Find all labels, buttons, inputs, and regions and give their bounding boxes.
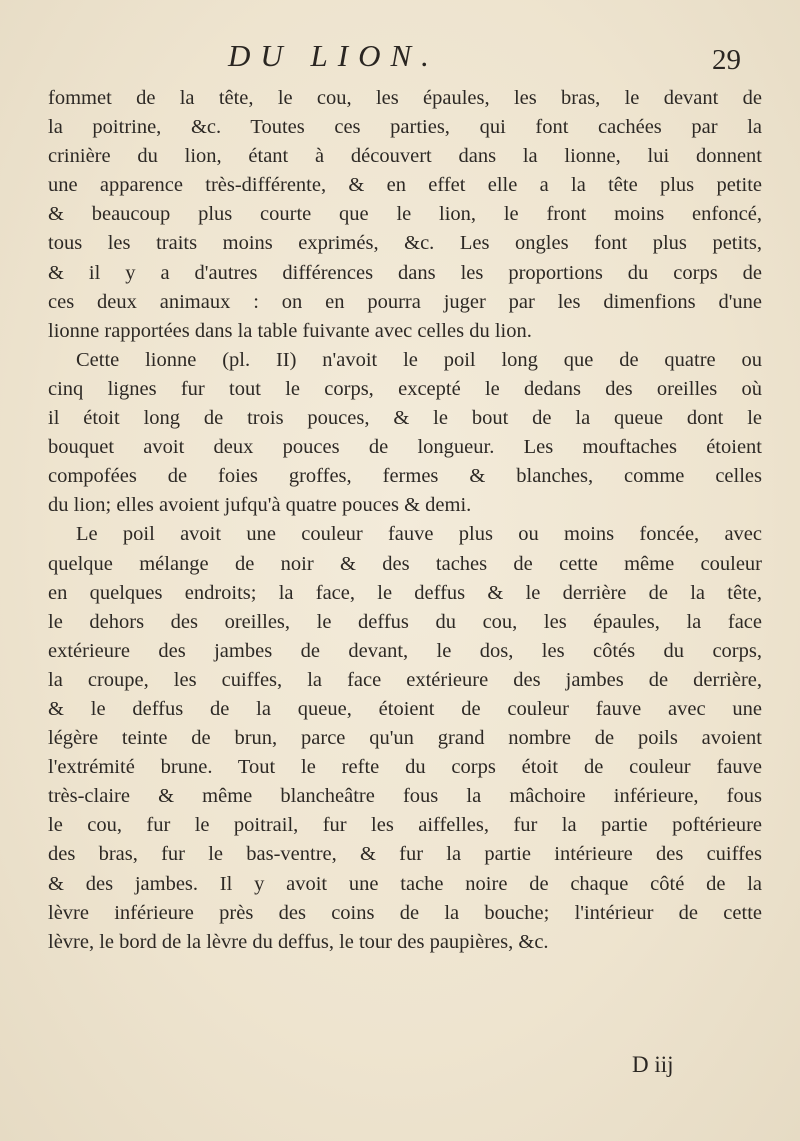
text-line: le dehors des oreilles, le deffus du cou, les épaules, la face [48,610,762,633]
text-line: la croupe, les cuiffes, la face extérieure des jambes de derrière, [48,668,762,691]
text-line: bouquet avoit deux pouces de longueur. Les mouftaches étoient [48,436,762,459]
page-header [0,38,800,88]
text-line: compofées de foies groffes, fermes & blanches, comme celles [48,465,762,488]
text-line: lionne rapportées dans la table fuivante avec celles du lion. [48,319,532,342]
running-title: DU LION. [228,38,439,73]
text-line: très-claire & même blancheâtre fous la mâchoire inférieure, fous [48,785,762,808]
text-line: crinière du lion, étant à découvert dans la lionne, lui donnent [48,145,762,168]
text-line: fommet de la tête, le cou, les épaules, les bras, le devant de [48,87,762,109]
paragraph [48,84,762,346]
text-line: & beaucoup plus courte que le lion, le front moins enfoncé, [48,203,762,226]
text-line: & des jambes. Il y avoit une tache noire de chaque côté de la [48,872,762,895]
text-line: une apparence très-différente, & en effet elle a la tête plus petite [48,174,762,197]
text-line: des bras, fur le bas-ventre, & fur la partie intérieure des cuiffes [48,843,762,866]
text-line: extérieure des jambes de devant, le dos, les côtés du corps, [48,639,762,662]
text-line: légère teinte de brun, parce qu'un grand nombre de poils avoient [48,727,762,750]
text-line: l'extrémité brune. Tout le refte du corps étoit de couleur fauve [48,756,762,779]
text-line: lèvre inférieure près des coins de la bouche; l'intérieur de cette [48,901,762,924]
paragraph [48,520,762,956]
text-line: le cou, fur le poitrail, fur les aiffelles, fur la partie poftérieure [48,814,762,837]
text-line: tous les traits moins exprimés, &c. Les ongles font plus petits, [48,232,762,255]
text-line: & il y a d'autres différences dans les proportions du corps de [48,261,762,284]
text-line: la poitrine, &c. Toutes ces parties, qui font cachées par la [48,116,762,139]
text-line: & le deffus de la queue, étoient de couleur fauve avec une [48,697,762,720]
body-text [48,84,762,957]
signature-mark: D iij [632,1052,674,1077]
text-line: lèvre, le bord de la lèvre du deffus, le tour des paupières, &c. [48,930,549,953]
text-line: quelque mélange de noir & des taches de cette même couleur [48,552,762,575]
page-number: 29 [712,44,741,76]
text-line: du lion; elles avoient jufqu'à quatre pouces & demi. [48,494,472,517]
text-line: ces deux animaux : on en pourra juger par les dimenfions d'une [48,290,762,313]
text-line: cinq lignes fur tout le corps, excepté le dedans des oreilles où [48,377,762,400]
text-line: en quelques endroits; la face, le deffus & le derrière de la tête, [48,581,762,604]
text-line: il étoit long de trois pouces, & le bout de la queue dont le [48,407,762,430]
paragraph [48,346,762,521]
text-line: Le poil avoit une couleur fauve plus ou moins foncée, avec [76,523,762,546]
text-line: Cette lionne (pl. II) n'avoit le poil long que de quatre ou [76,348,762,371]
